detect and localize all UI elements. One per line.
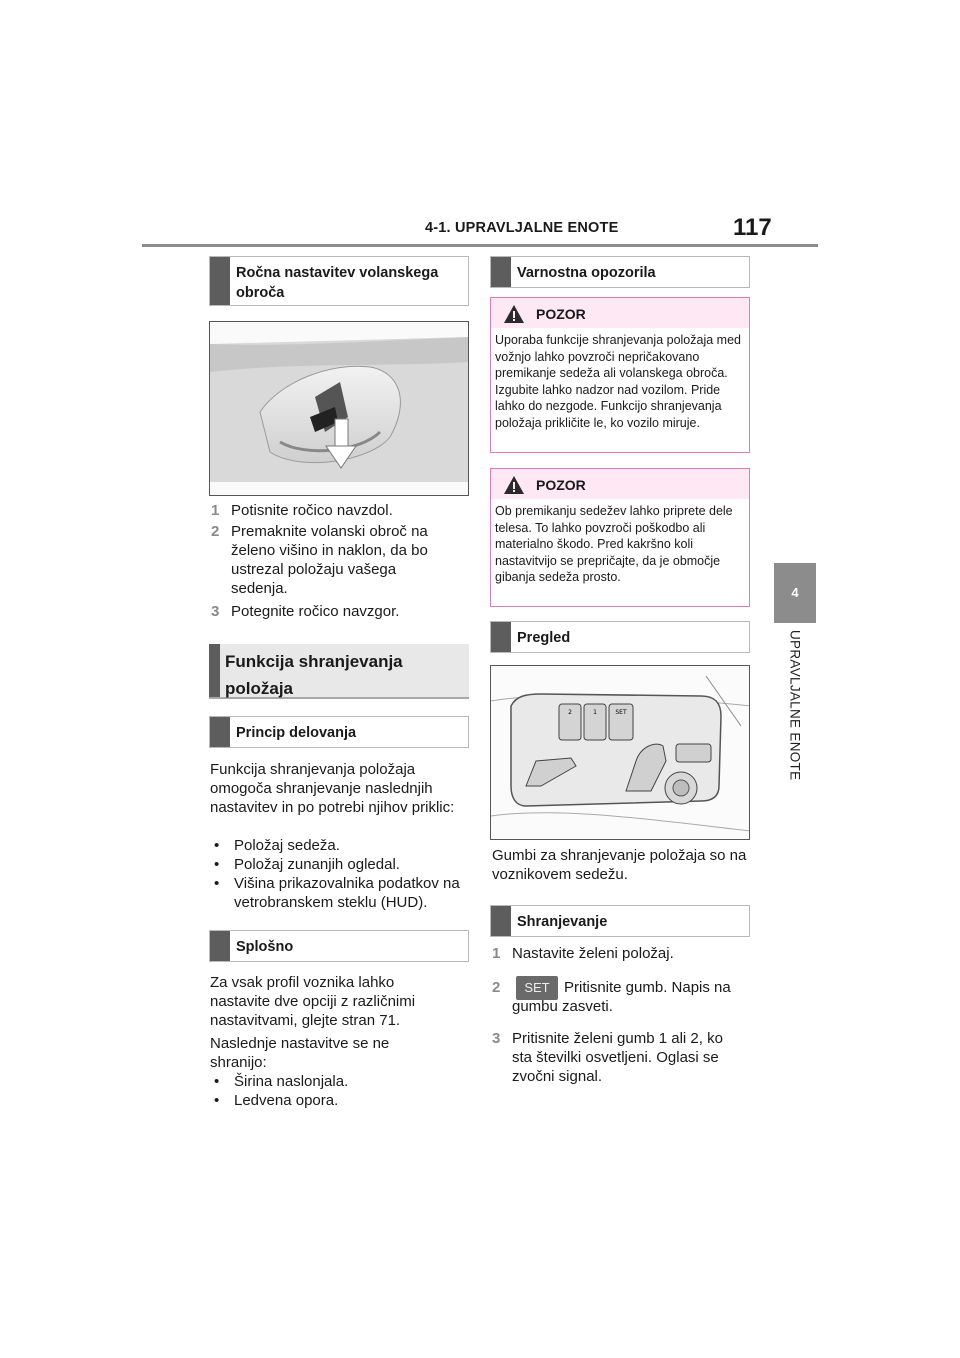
principle-paragraph: Funkcija shranjevanja položaja omogoča shranjevanje naslednjih nastavitev in po potrebi njihov priklic: bbox=[210, 761, 455, 816]
warning-header bbox=[491, 298, 749, 328]
panel-label: 1 bbox=[593, 709, 597, 716]
set-button-icon: SET bbox=[516, 976, 558, 1000]
warning-title: POZOR bbox=[536, 477, 586, 493]
heading-storing bbox=[490, 905, 750, 937]
warning-text: Ob premikanju sedežev lahko priprete dele telesa. To lahko povzroči poškodbo ali materialno škodo. Pred kakršno koli nastavitvijo se prepričajte, da je območje gibanja sedeža prosto. bbox=[495, 504, 733, 584]
overview-caption: Gumbi za shranjevanje položaja so na voznikovem sedežu. bbox=[492, 847, 747, 883]
step-2-left bbox=[211, 522, 466, 602]
step-3-left bbox=[211, 602, 466, 622]
general-paragraph: Za vsak profil voznika lahko nastavite dve opciji z različnimi nastavitvami, glejte stran 71. bbox=[210, 974, 416, 1029]
list-item: • Višina prikazovalnika podatkov na vetrobranskem steklu (HUD). bbox=[210, 874, 464, 912]
heading-bar bbox=[491, 906, 511, 936]
list-item: • Ledvena opora. bbox=[210, 1091, 460, 1110]
warning-text: Uporaba funkcije shranjevanja položaja med vožnjo lahko povzroči nepričakovano premikanje sedeža ali volanskega obroča. Izgubite lahko nadzor nad vozilom. Pride lahko do nezgode. Funkcijo shranjevanja položaja prikličite le, ko vozilo miruje. bbox=[495, 333, 741, 430]
list-item: • Položaj zunanjih ogledal. bbox=[210, 855, 470, 874]
not-stored-list bbox=[210, 1072, 460, 1110]
step-number: 3 bbox=[492, 1030, 501, 1047]
step-number: 2 bbox=[211, 523, 220, 540]
heading-principle-text: Princip delovanja bbox=[236, 725, 357, 741]
steering-lever-image bbox=[209, 321, 469, 496]
warning-box-1 bbox=[490, 297, 750, 453]
warning-title: POZOR bbox=[536, 306, 586, 322]
step-text: Premaknite volanski obroč na želeno višino in naklon, da bo ustrezal položaju vašega sedenja. bbox=[231, 523, 428, 597]
heading-storing-text: Shranjevanje bbox=[517, 914, 608, 930]
memory-features-list bbox=[210, 836, 470, 912]
not-stored-paragraph: Naslednje nastavitve se ne shranijo: bbox=[210, 1035, 390, 1071]
chapter-side-label bbox=[775, 630, 815, 820]
list-item: • Položaj sedeža. bbox=[210, 836, 470, 855]
chapter-side-label-text: UPRAVLJALNE ENOTE bbox=[787, 630, 803, 781]
step-number: 2 bbox=[492, 979, 501, 996]
chapter-tab: 4 bbox=[774, 563, 816, 623]
seat-panel-image bbox=[490, 665, 750, 840]
step-text: Potisnite ročico navzdol. bbox=[231, 502, 393, 519]
warning-triangle-icon bbox=[503, 304, 525, 324]
list-item: • Širina naslonjala. bbox=[210, 1072, 460, 1091]
heading-steering-adjust-text: Ročna nastavitev volanskega obroča bbox=[236, 265, 439, 301]
panel-label: 2 bbox=[568, 709, 572, 716]
heading-bar bbox=[210, 257, 230, 305]
heading-overview bbox=[490, 621, 750, 653]
step-number: 1 bbox=[211, 502, 220, 519]
warning-box-2 bbox=[490, 468, 750, 607]
step-3-right bbox=[492, 1029, 747, 1089]
section-title-memory bbox=[209, 644, 469, 699]
heading-safety-text: Varnostna opozorila bbox=[517, 265, 656, 281]
warning-triangle-icon bbox=[503, 475, 525, 495]
seat-memory-panel-illustration bbox=[491, 666, 750, 840]
step-2-right-text: Pritisnite gumb. Napis na gumbu zasveti. bbox=[512, 979, 731, 1015]
heading-bar bbox=[491, 622, 511, 652]
step-number: 1 bbox=[492, 945, 501, 962]
heading-bar bbox=[210, 931, 230, 961]
warning-header bbox=[491, 469, 749, 499]
step-number: 3 bbox=[211, 603, 220, 620]
step-text: Nastavite želeni položaj. bbox=[512, 945, 674, 962]
header-rule bbox=[142, 244, 818, 247]
heading-bar bbox=[491, 257, 511, 287]
step-1-right bbox=[492, 944, 747, 964]
step-1-left bbox=[211, 501, 466, 521]
heading-bar bbox=[210, 717, 230, 747]
page-number: 117 bbox=[733, 214, 772, 241]
heading-principle bbox=[209, 716, 469, 748]
step-text: Potegnite ročico navzgor. bbox=[231, 603, 400, 620]
heading-steering-adjust bbox=[209, 256, 469, 306]
heading-general bbox=[209, 930, 469, 962]
heading-overview-text: Pregled bbox=[517, 630, 571, 646]
section-header: 4-1. UPRAVLJALNE ENOTE bbox=[425, 220, 619, 236]
section-title-text: Funkcija shranjevanja položaja bbox=[225, 652, 403, 698]
heading-general-text: Splošno bbox=[236, 939, 294, 955]
step-text: Pritisnite želeni gumb 1 ali 2, ko sta številki osvetljeni. Oglasi se zvočni signal. bbox=[512, 1030, 723, 1085]
section-title-bar bbox=[209, 644, 220, 697]
heading-safety bbox=[490, 256, 750, 288]
steering-lever-illustration bbox=[210, 322, 469, 496]
panel-label: SET bbox=[615, 709, 627, 716]
